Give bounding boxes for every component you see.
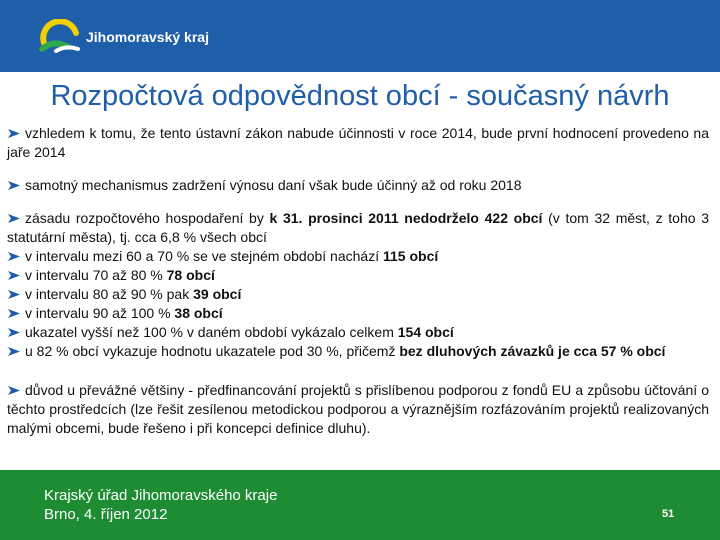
arrow-bullet-icon (7, 346, 22, 357)
paragraph-text: zásadu rozpočtového hospodaření by (25, 210, 270, 226)
sub-bullet (7, 247, 709, 266)
region-logo-icon (38, 19, 82, 55)
sub-text: v intervalu 90 až 100 % (25, 305, 175, 321)
arrow-bullet-icon (7, 180, 22, 191)
slide-title: Rozpočtová odpovědnost obcí - současný návrh (50, 80, 670, 112)
paragraph-bold: k 31. prosinci 2011 nedodrželo 422 obcí (269, 210, 543, 226)
sub-text: v intervalu mezi 60 a 70 % se ve stejném období nachází (25, 248, 383, 264)
sub-bullet (7, 304, 709, 323)
bullet-paragraph (7, 176, 709, 195)
sub-bold: 78 obcí (166, 267, 215, 283)
sub-bullet (7, 323, 709, 342)
bullet-paragraph (7, 381, 709, 438)
arrow-bullet-icon (7, 251, 22, 262)
sub-bold: 39 obcí (193, 286, 242, 302)
footer-bar (0, 470, 720, 540)
arrow-bullet-icon (7, 128, 22, 139)
sub-text: ukazatel vyšší než 100 % v daném období vykázalo celkem (25, 324, 398, 340)
paragraph-text: (v tom 32 měst, z toho 3 statutární města), tj. cca 6,8 % všech obcí (7, 210, 709, 245)
slide-content (7, 124, 709, 438)
arrow-bullet-icon (7, 270, 22, 281)
sub-bullet (7, 342, 709, 361)
arrow-bullet-icon (7, 308, 22, 319)
footer-date: Brno, 4. říjen 2012 (44, 506, 168, 523)
sub-bold: 154 obcí (397, 324, 454, 340)
paragraph-text: vzhledem k tomu, že tento ústavní zákon nabude účinnosti v roce 2014, bude první hodnocení provedeno na jaře 2014 (7, 125, 709, 160)
brand-name: Jihomoravský kraj (86, 29, 209, 45)
page-number: 51 (662, 508, 675, 520)
arrow-bullet-icon (7, 213, 22, 224)
logo (38, 17, 209, 57)
sub-text: v intervalu 80 až 90 % pak (25, 286, 194, 302)
sub-bullet (7, 266, 709, 285)
arrow-bullet-icon (7, 385, 22, 396)
footer-office: Krajský úřad Jihomoravského kraje (44, 487, 278, 504)
sub-bold: 115 obcí (382, 248, 439, 264)
paragraph-text: samotný mechanismus zadržení výnosu daní však bude účinný až od roku 2018 (25, 177, 522, 193)
footer-text (44, 486, 277, 524)
arrow-bullet-icon (7, 289, 22, 300)
paragraph-text: důvod u převážné většiny - předfinancování projektů s přislíbenou podporou z fondů EU a způsobu účtování o těchto prostředcích (lze řešit zesílenou metodickou podporou a výraznějším rozfázováním projektů realizovaných malými obcemi, bude řešeno i při koncepci definice dluhu). (7, 382, 709, 436)
sub-bullet (7, 285, 709, 304)
header-bar (0, 0, 720, 72)
sub-bold: bez dluhových závazků je cca 57 % obcí (399, 343, 666, 359)
sub-bold: 38 obcí (174, 305, 223, 321)
bullet-paragraph (7, 209, 709, 247)
bullet-paragraph (7, 124, 709, 162)
sub-text: v intervalu 70 až 80 % (25, 267, 167, 283)
arrow-bullet-icon (7, 327, 22, 338)
sub-text: u 82 % obcí vykazuje hodnotu ukazatele pod 30 %, přičemž (25, 343, 400, 359)
